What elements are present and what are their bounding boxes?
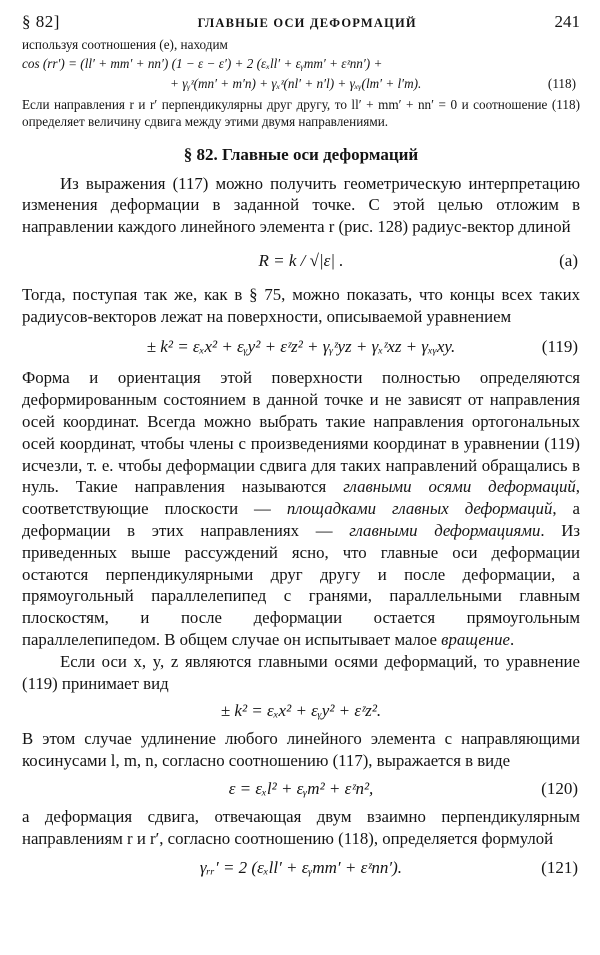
paragraph-3 bbox=[22, 367, 580, 650]
paragraph-4: Если оси x, y, z являются главными осями деформаций, то уравнение (119) принимает вид bbox=[22, 651, 580, 693]
equation-120-number: (120) bbox=[541, 779, 578, 799]
paragraph-3-text-1: Форма и ориентация этой поверхности полностью определяются деформированным состоянием в данной точке и не зависят от направления осей координат. Всегда можно выбрать такие направления ортогональных осей координат, чтобы члены с произведениями координат в уравнении (119) исчезли, т. е. чтобы деформации сдвига для таких направлений обращались в нуль. Такие направления называются bbox=[22, 368, 580, 497]
equation-a-formula: R = k / √|ε| . bbox=[258, 250, 344, 270]
term-rotation: вращение bbox=[441, 630, 510, 650]
equation-119-formula: ± k² = εₓx² + εᵧy² + εᶻz² + γᵧᶻyz + γₓᶻxz + γₓᵧxy. bbox=[146, 337, 456, 357]
paragraph-3-text-3: , а деформации в этих направлениях — bbox=[22, 499, 580, 541]
equation-119-number: (119) bbox=[541, 337, 578, 357]
formula-118-number: (118) bbox=[547, 75, 576, 91]
paragraph-5: В этом случае удлинение любого линейного элемента с направляющими косинусами l, m, n, согласно соотношению (117), выражается в виде bbox=[22, 729, 580, 771]
section-reference: § 82] bbox=[22, 12, 60, 31]
term-principal-strains: главными деформациями bbox=[349, 521, 541, 541]
equation-119 bbox=[22, 327, 580, 367]
equation-121 bbox=[22, 850, 580, 886]
equation-principal bbox=[22, 694, 580, 728]
equation-120-formula: ε = εₓl² + εᵧm² + εᶻn², bbox=[228, 779, 374, 799]
formula-118 bbox=[22, 54, 580, 94]
paragraph-1: Из выражения (117) можно получить геометрическую интерпретацию изменения деформации в заданной точке. С этой целью отложим в направлении каждого линейного элемента r (рис. 128) радиус-вектор длиной bbox=[22, 173, 580, 237]
section-heading: § 82. Главные оси деформаций bbox=[183, 144, 419, 164]
paragraph-2: Тогда, поступая так же, как в § 75, можно показать, что концы всех таких радиусов-векторов лежат на поверхности, описываемой уравнением bbox=[22, 284, 580, 326]
book-page bbox=[22, 12, 580, 886]
equation-a-number: (a) bbox=[559, 250, 578, 270]
running-title: ГЛАВНЫЕ ОСИ ДЕФОРМАЦИЙ bbox=[197, 16, 417, 30]
equation-121-number: (121) bbox=[541, 857, 578, 877]
equation-a bbox=[22, 238, 580, 284]
note-paragraph: Если направления r и r′ перпендикулярны друг другу, то ll′ + mm′ + nn′ = 0 и соотношение (118) определяет величину сдвига между этими двумя направлениями. bbox=[22, 96, 580, 129]
paragraph-3-text-2: , соответствующие плоскости — bbox=[22, 477, 580, 519]
formula-118-line-1: cos (rr′) = (ll′ + mm′ + nn′) (1 − ε − ε′) + 2 (εₓll′ + εᵧmm′ + εᶻnn′) + bbox=[22, 55, 383, 71]
equation-principal-formula: ± k² = εₓx² + εᵧy² + εᶻz². bbox=[220, 701, 382, 721]
term-principal-axes: главными осями деформаций bbox=[343, 477, 576, 497]
formula-118-line-2: + γᵧᶻ(mn′ + m′n) + γₓᶻ(nl′ + n′l) + γₓᵧ(lm′ + l′m). bbox=[170, 75, 422, 91]
paragraph-6: а деформация сдвига, отвечающая двум взаимно перпендикулярным направлениям r и r′, согласно соотношению (118), определяется формулой bbox=[22, 807, 580, 848]
equation-121-formula: γᵣᵣ′ = 2 (εₓll′ + εᵧmm′ + εᶻnn′). bbox=[199, 857, 403, 877]
paragraph-3-text-5: . bbox=[509, 630, 515, 650]
paragraph-3-text-4: . Из приведенных выше рассуждений ясно, что главные оси деформации остаются перпендикулярными друг другу и после деформации, а прямоугольный параллелепипед с гранями, параллельными главным плоскостям, и после деформации остается прямоугольным параллелепипедом. В общем случае он испытывает малое bbox=[22, 521, 580, 650]
intro-line: используя соотношения (е), находим bbox=[22, 37, 228, 52]
page-header bbox=[22, 12, 580, 36]
equation-120 bbox=[22, 772, 580, 806]
term-principal-planes: площадками главных деформаций bbox=[286, 499, 553, 519]
page-number: 241 bbox=[554, 12, 580, 31]
